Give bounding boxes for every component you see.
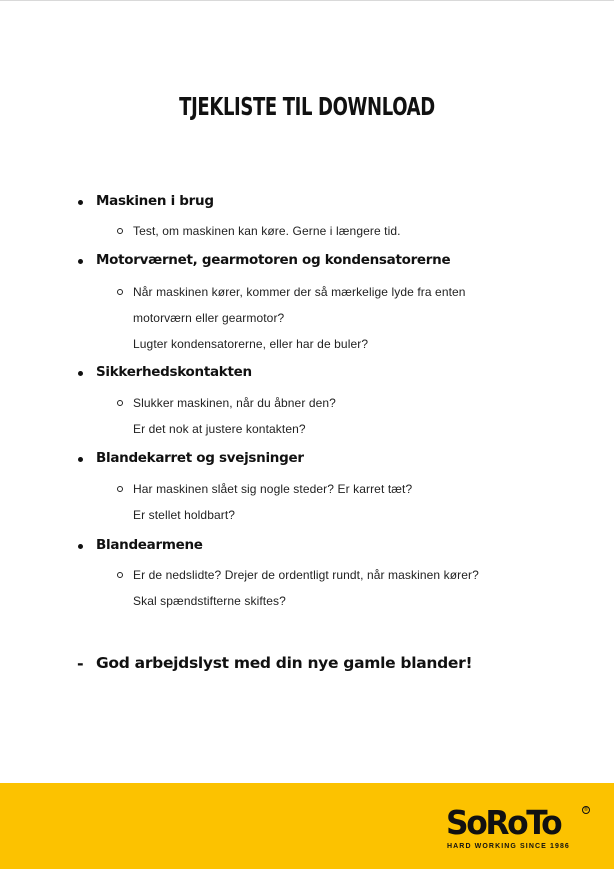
checklist-item-text: Er det nok at justere kontakten? [133,422,306,436]
checklist-item [0,482,614,500]
section-heading: Motorværnet, gearmotoren og kondensatorerne [96,252,451,268]
checklist-item-continuation [0,594,614,612]
checklist-item-text: motorværn eller gearmotor? [133,311,285,325]
circle-bullet-icon [117,400,123,406]
checklist-section [0,252,614,272]
checklist-item [0,568,614,586]
checklist-item-text: Lugter kondensatorerne, eller har de buler? [133,337,369,351]
bullet-icon [78,200,83,205]
bullet-icon [78,457,83,462]
checklist-item [0,285,614,303]
bullet-icon [78,544,83,549]
page-title: TJEKLISTE TIL DOWNLOAD [179,92,435,121]
section-heading: Maskinen i brug [96,193,214,209]
checklist-item-text: Test, om maskinen kan køre. Gerne i længere tid. [133,224,401,238]
circle-bullet-icon [117,228,123,234]
checklist-item-text: Har maskinen slået sig nogle steder? Er karret tæt? [133,482,413,496]
top-border [0,0,614,1]
checklist-section [0,537,614,557]
checklist-item [0,396,614,414]
logo-tagline: HARD WORKING SINCE 1986 [447,843,570,850]
checklist-item-text: Er stellet holdbart? [133,508,236,522]
checklist-section [0,364,614,384]
circle-bullet-icon [117,486,123,492]
checklist-item-continuation [0,311,614,329]
registered-mark-icon: ® [582,806,590,814]
checklist-item-text: Er de nedslidte? Drejer de ordentligt rundt, når maskinen kører? [133,568,479,582]
section-heading: Blandearmene [96,537,203,553]
checklist-item [0,224,614,242]
checklist-item-text: Skal spændstifterne skiftes? [133,594,286,608]
section-heading: Sikkerhedskontakten [96,364,252,380]
checklist-item-continuation [0,508,614,526]
checklist-item-text: Slukker maskinen, når du åbner den? [133,396,336,410]
section-heading: Blandekarret og svejsninger [96,450,304,466]
checklist-section [0,450,614,470]
checklist-item-continuation [0,422,614,440]
bullet-icon [78,259,83,264]
checklist-item-continuation [0,337,614,355]
bullet-icon [78,371,83,376]
closing-dash: - [77,654,84,673]
soroto-logo [446,804,586,854]
circle-bullet-icon [117,572,123,578]
closing-message: God arbejdslyst med din nye gamle blander! [96,654,473,672]
circle-bullet-icon [117,289,123,295]
checklist-item-text: Når maskinen kører, kommer der så mærkelige lyde fra enten [133,285,466,299]
logo-wordmark: SoRoTo [446,803,561,842]
checklist-section [0,193,614,213]
